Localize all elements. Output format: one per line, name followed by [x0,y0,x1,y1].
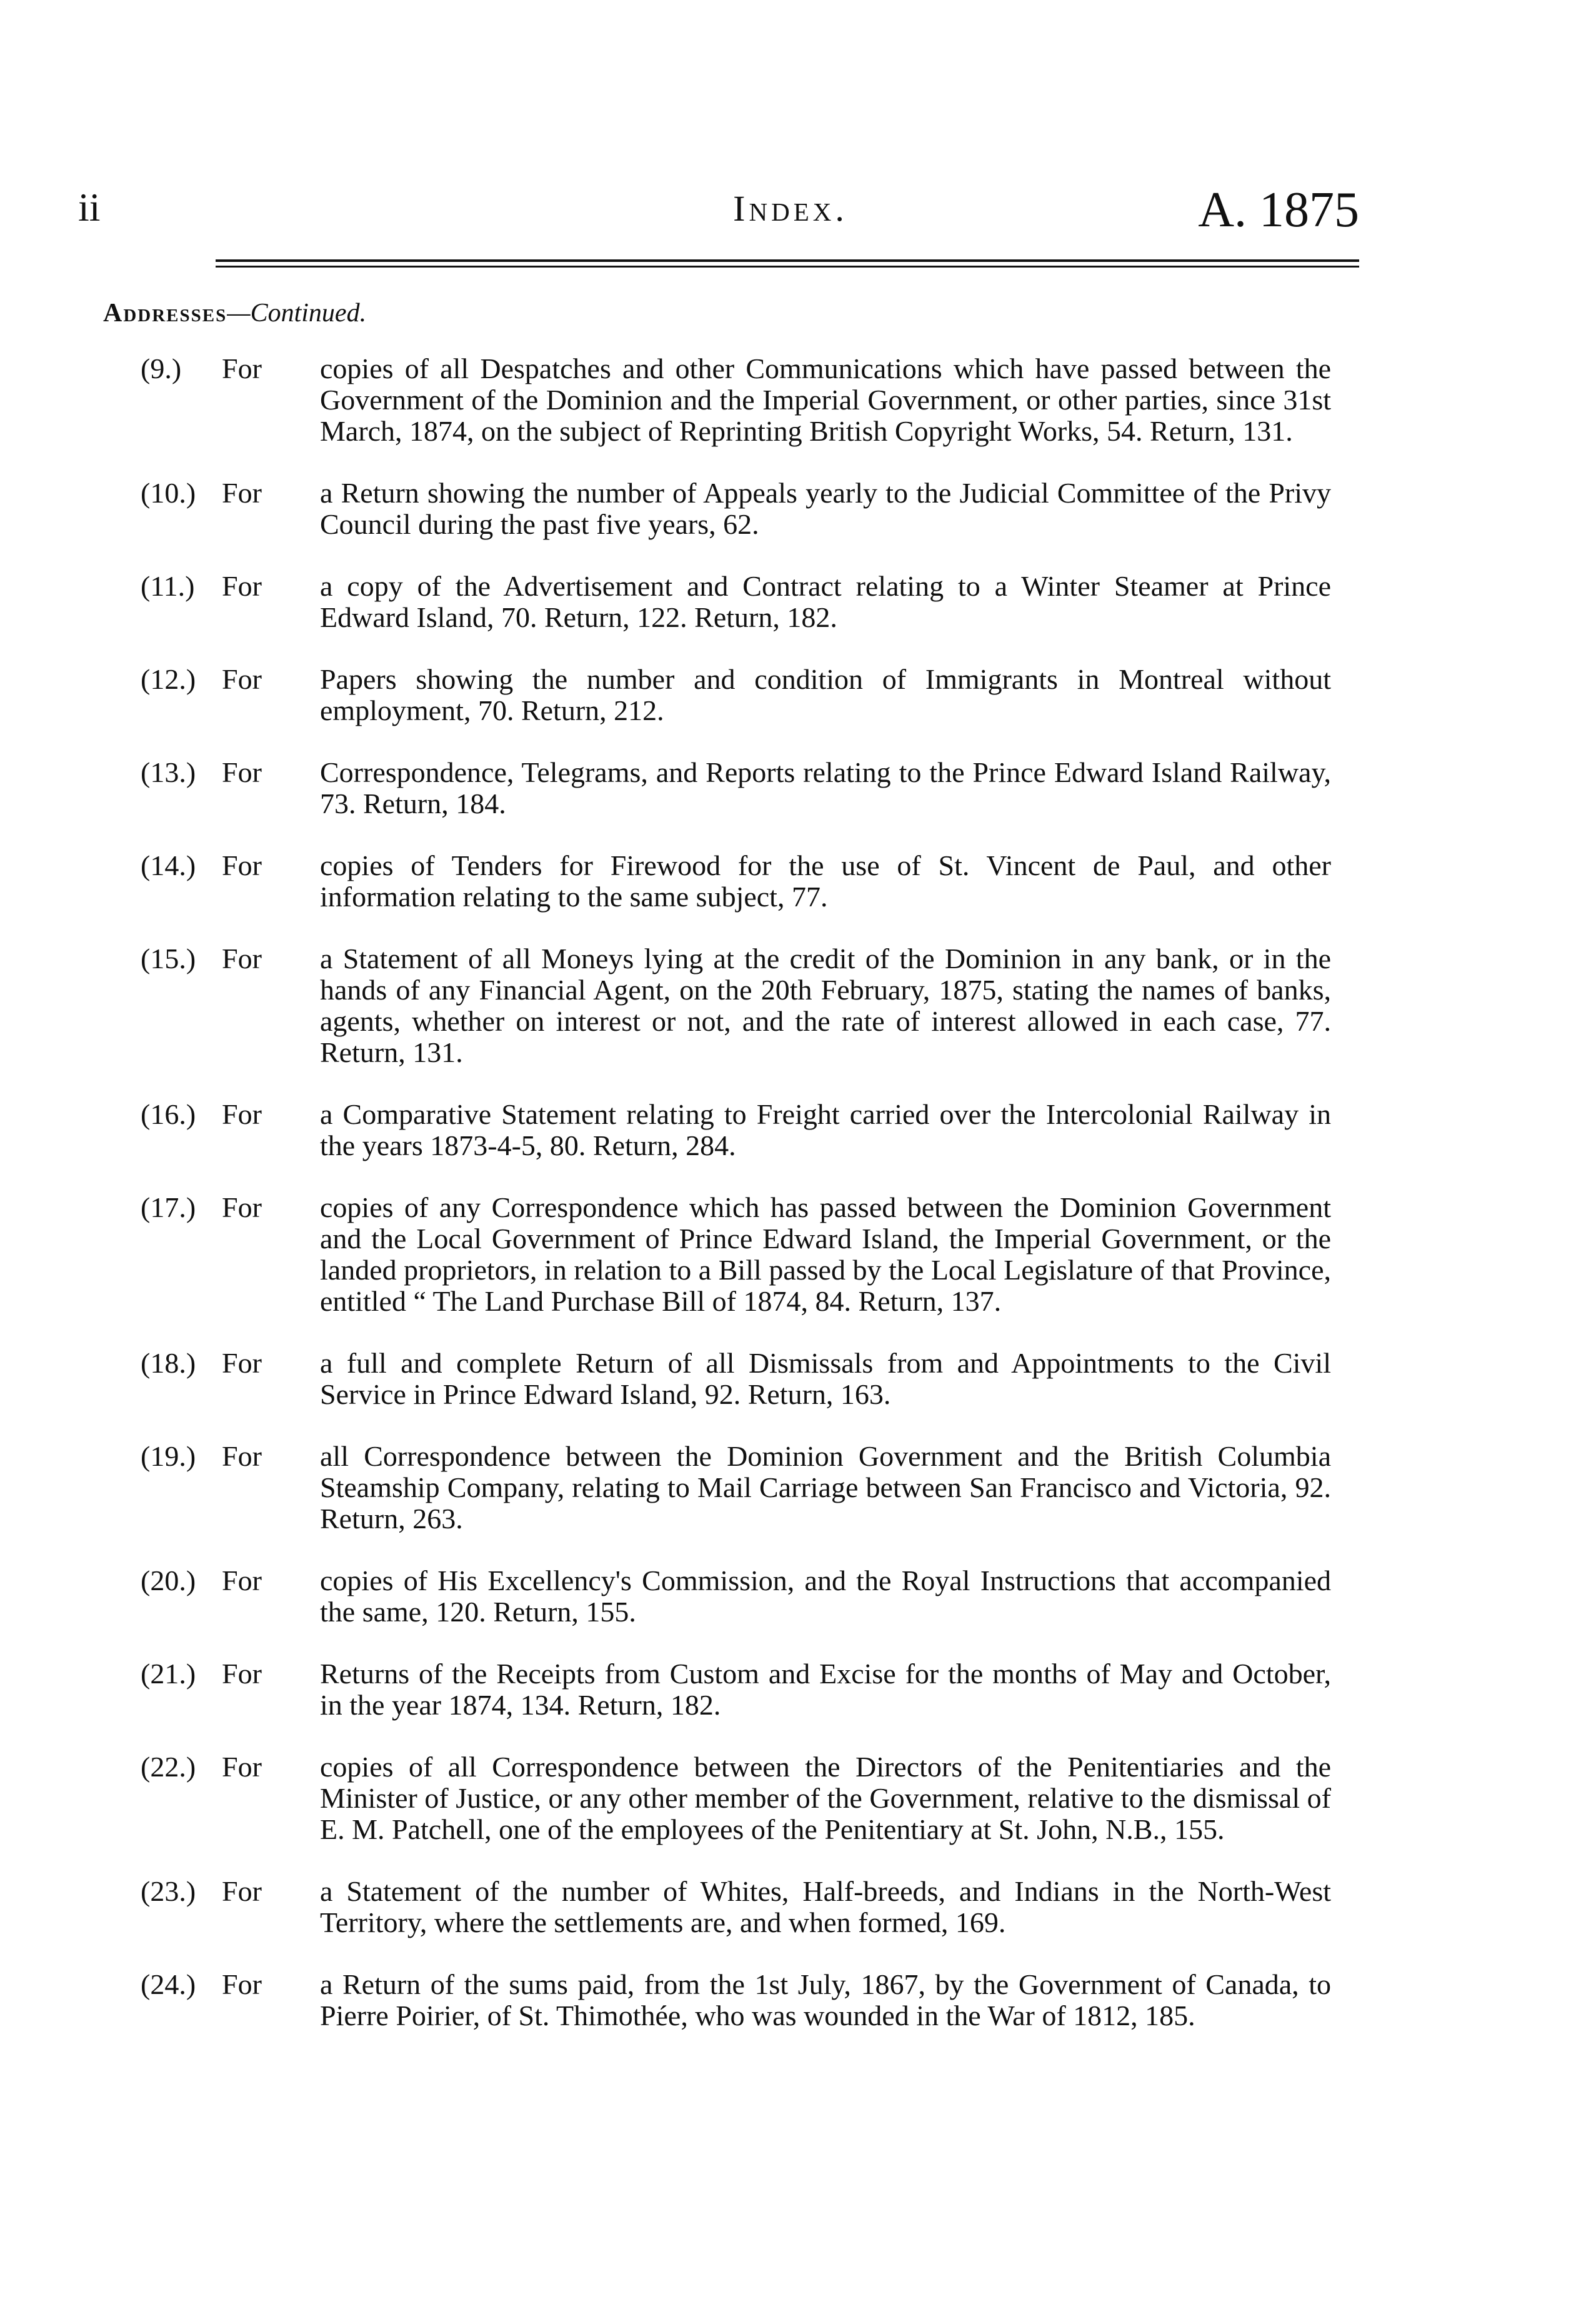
entry-lead: For [222,756,262,788]
index-entry [141,850,1331,913]
entry-number: (13.) [141,756,196,788]
entry-lead: For [222,943,262,974]
entry-number: (15.) [141,943,196,974]
entry-number: (18.) [141,1347,196,1379]
header-rule [216,259,1359,268]
entry-number: (14.) [141,849,196,881]
entry-number: (22.) [141,1751,196,1783]
entry-number: (20.) [141,1565,196,1596]
entry-lead: For [222,570,262,602]
entry-number: (19.) [141,1440,196,1472]
index-entry [141,664,1331,726]
index-entry [141,571,1331,633]
entry-text: a full and complete Return of all Dismissals from and Appointments to the Civil Service in Prince Edward Island, 92. Return, 163. [320,1347,1331,1410]
entry-text: copies of His Excellency's Commission, and the Royal Instructions that accompanied the same, 120. Return, 155. [320,1565,1331,1628]
entry-lead: For [222,1875,262,1907]
year-code: A. 1875 [1198,183,1359,238]
entry-lead: For [222,1658,262,1690]
index-entry [141,943,1331,1068]
index-entry [141,1876,1331,1938]
entry-text: copies of Tenders for Firewood for the use of St. Vincent de Paul, and other information relating to the same subject, 77. [320,849,1331,913]
entry-number: (17.) [141,1191,196,1223]
entry-text: a Statement of all Moneys lying at the credit of the Dominion in any bank, or in the hands of any Financial Agent, on the 20th February, 1875, stating the names of banks, agents, whether on interest or not, and the rate of interest allowed in each case, 77. Return, 131. [320,943,1331,1068]
entry-number: (9.) [141,353,182,384]
entry-text: Returns of the Receipts from Custom and Excise for the months of May and October, in the year 1874, 134. Return, 182. [320,1658,1331,1721]
entry-lead: For [222,1968,262,2000]
entry-text: copies of any Correspondence which has passed between the Dominion Government and the Local Government of Prince Edward Island, the Imperial Government, or the landed proprietors, in relation to a Bill passed by the Local Legislature of that Province, entitled “ The Land Purchase Bill of 1874, 84. Return, 137. [320,1191,1331,1317]
index-entry [141,1658,1331,1721]
section-heading [103,300,366,326]
section-heading-continued: —Continued. [227,299,367,328]
index-entry [141,1348,1331,1410]
entry-lead: For [222,1565,262,1596]
index-entry [141,757,1331,819]
running-title: Index. [733,188,848,229]
index-entry [141,1099,1331,1161]
entry-text: a Comparative Statement relating to Freight carried over the Intercolonial Railway in the years 1873-4-5, 80. Return, 284. [320,1098,1331,1161]
entry-text: Papers showing the number and condition of Immigrants in Montreal without employment, 70. Return, 212. [320,663,1331,726]
index-entry [141,1565,1331,1628]
entry-lead: For [222,663,262,695]
index-entry [141,1969,1331,2031]
entry-text: a Return showing the number of Appeals yearly to the Judicial Committee of the Privy Council during the past five years, 62. [320,477,1331,540]
index-entry [141,1751,1331,1845]
entry-lead: For [222,1191,262,1223]
entry-number: (10.) [141,477,196,509]
index-entry [141,353,1331,447]
entry-lead: For [222,477,262,509]
entry-text: all Correspondence between the Dominion Government and the British Columbia Steamship Company, relating to Mail Carriage between San Francisco and Victoria, 92. Return, 263. [320,1440,1331,1535]
entry-text: a Statement of the number of Whites, Half-breeds, and Indians in the North-West Territory, where the settlements are, and when formed, 169. [320,1875,1331,1938]
entry-lead: For [222,1751,262,1783]
entry-lead: For [222,1440,262,1472]
entry-text: copies of all Correspondence between the Directors of the Penitentiaries and the Minister of Justice, or any other member of the Government, relative to the dismissal of E. M. Patchell, one of the employees of the Penitentiary at St. John, N.B., 155. [320,1751,1331,1845]
entry-number: (12.) [141,663,196,695]
entry-lead: For [222,849,262,881]
index-entry [141,478,1331,540]
entry-lead: For [222,1098,262,1130]
entry-number: (11.) [141,570,195,602]
section-heading-title: Addresses [103,299,227,328]
index-entries [141,353,1331,2062]
entry-number: (16.) [141,1098,196,1130]
entry-text: Correspondence, Telegrams, and Reports relating to the Prince Edward Island Railway, 73. Return, 184. [320,756,1331,819]
entry-number: (24.) [141,1968,196,2000]
entry-number: (23.) [141,1875,196,1907]
index-entry [141,1192,1331,1317]
entry-number: (21.) [141,1658,196,1690]
entry-lead: For [222,353,262,384]
entry-text: a copy of the Advertisement and Contract relating to a Winter Steamer at Prince Edward Island, 70. Return, 122. Return, 182. [320,570,1331,633]
entry-text: a Return of the sums paid, from the 1st July, 1867, by the Government of Canada, to Pierre Poirier, of St. Thimothée, who was wounded in the War of 1812, 185. [320,1968,1331,2031]
index-entry [141,1441,1331,1535]
entry-lead: For [222,1347,262,1379]
entry-text: copies of all Despatches and other Communications which have passed between the Government of the Dominion and the Imperial Government, or other parties, since 31st March, 1874, on the subject of Reprinting British Copyright Works, 54. Return, 131. [320,353,1331,447]
page-number: ii [78,185,101,229]
